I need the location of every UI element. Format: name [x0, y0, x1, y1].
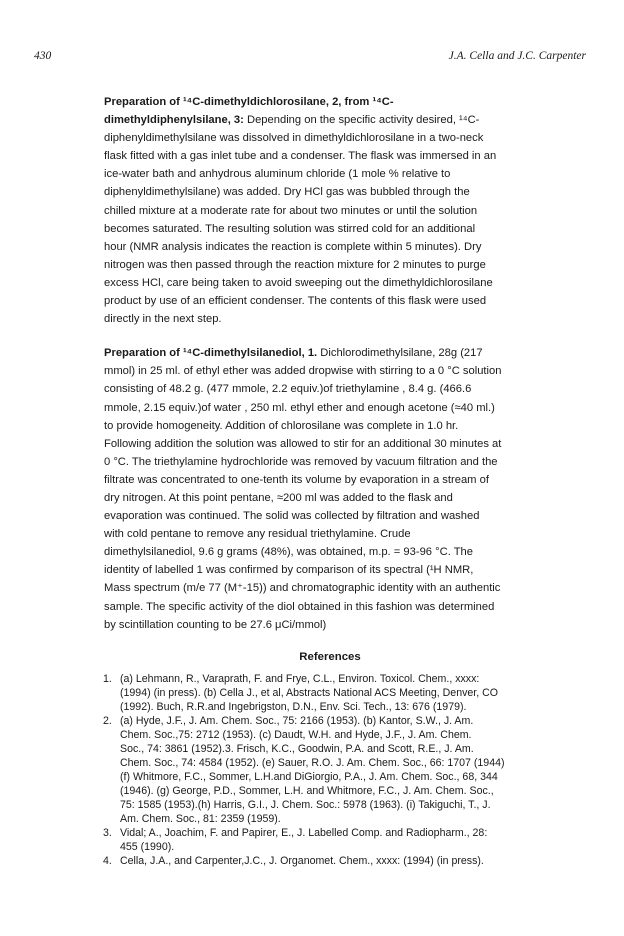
reference-number: 4. — [103, 854, 112, 867]
reference-number: 2. — [103, 714, 112, 727]
running-head: J.A. Cella and J.C. Carpenter — [448, 50, 586, 62]
page-number: 430 — [34, 50, 52, 62]
paragraph-text-dichlorosilane: Depending on the specific activity desired, ¹⁴C- diphenyldimethylsilane was dissolved in dimethyldichlorosilane in a two-neck flask fitted with a gas inlet tube and a condenser. The flask was immersed in an ice-water bath and anhydrous aluminum chloride (1 mole % relative to diphenyldimethylsilane) was added. Dry HCl gas was bubbled through the chilled mixture at a moderate rate for about two minutes or until the solution becomes saturated. The resulting solution was stirred cold for an additional hour (NMR analysis indicates the reaction is complete within 5 minutes). Dry nitrogen was then passed through the reaction mixture for 2 minutes to purge excess HCl, care being taken to avoid sweeping out the dimethyldichlorosilane product by use of an efficient condenser. The contents of this flask were used directly in the next step. — [104, 114, 497, 326]
reference-item — [104, 672, 556, 714]
reference-item — [104, 854, 556, 868]
reference-number: 3. — [103, 826, 112, 839]
paragraph-silanediol-prep — [104, 344, 556, 634]
page-header — [34, 50, 586, 66]
references-heading: References — [299, 650, 361, 663]
reference-list — [104, 672, 556, 868]
paragraph-dichlorosilane-prep — [104, 93, 556, 328]
reference-text: (a) Hyde, J.F., J. Am. Chem. Soc., 75: 2166 (1953). (b) Kantor, S.W., J. Am. Chem. Soc.,75: 2712 (1953). (c) Daudt, W.H. and Hyde, J.F., J. Am. Chem. Soc., 74: 3861 (1952).3. Frisch, K.C., Goodwin, P.A. and Scott, R.E., J. Am. Chem. Soc., 74: 4584 (1952). (e) Sauer, R.O. J. Am. Chem. Soc., 66: 1707 (1944) (f) Whitmore, F.C., Sommer, L.H.and DiGiorgio, P.A., J. Am. Chem. Soc., 68, 344 (1946). (g) George, P.D., Sommer, L.H. and Whitmore, F.C., J. Am. Chem. Soc., 75: 1585 (1953).(h) Harris, G.I., J. Chem. Soc.: 5978 (1963). (i) Takiguchi, T., J. Am. Chem. Soc., 81: 2359 (1959). — [120, 714, 505, 825]
article-body — [104, 93, 556, 868]
reference-text: Cella, J.A., and Carpenter,J.C., J. Organomet. Chem., xxxx: (1994) (in press). — [120, 854, 484, 867]
section-heading-dichlorosilane: Preparation of ¹⁴C-dimethyldichlorosilane, 2, from ¹⁴C- dimethyldiphenylsilane, 3: — [104, 96, 394, 127]
section-heading-silanediol: Preparation of ¹⁴C-dimethylsilanediol, 1. — [104, 347, 318, 360]
reference-item — [104, 826, 556, 854]
reference-text: (a) Lehmann, R., Varaprath, F. and Frye, C.L., Environ. Toxicol. Chem., xxxx: (1994) (in press). (b) Cella J., et al, Abstracts National ACS Meeting, Denver, CO (1992). Buch, R.R.and Ingebrigston, D.N., Env. Sci. Tech., 13: 676 (1979). — [120, 672, 498, 713]
reference-item — [104, 714, 556, 826]
reference-text: Vidal; A., Joachim, F. and Papirer, E., J. Labelled Comp. and Radiopharm., 28: 455 (1990). — [120, 826, 488, 853]
paragraph-text-silanediol: Dichlorodimethylsilane, 28g (217 mmol) in 25 ml. of ethyl ether was added dropwise with stirring to a 0 °C solution consisting of 48.2 g. (477 mmole, 2.2 equiv.)of triethylamine , 8.4 g. (466.6 mmole, 2.15 equiv.)of water , 250 ml. ethyl ether and enough acetone (≈40 ml.) to provide homogeneity. Addition of chlorosilane was complete in 1.0 hr. Following addition the solution was allowed to stir for an additional 30 minutes at 0 °C. The triethylamine hydrochloride was removed by vacuum filtration and the filtrate was concentrated to one-tenth its volume by evaporation in a stream of dry nitrogen. At this point pentane, ≈200 ml was added to the flask and evaporation was continued. The solid was collected by filtration and washed with cold pentane to remove any residual triethylamine. Crude dimethylsilanediol, 9.6 g grams (48%), was obtained, m.p. = 93-96 °C. The identity of labelled 1 was confirmed by comparison of its spectral (¹H NMR, Mass spectrum (m/e 77 (M⁺-15)) and chromatographic identity with an authentic sample. The specific activity of the diol obtained in this fashion was determined by scintillation counting to be 27.6 μCi/mmol) — [104, 347, 502, 631]
reference-number: 1. — [103, 672, 112, 685]
